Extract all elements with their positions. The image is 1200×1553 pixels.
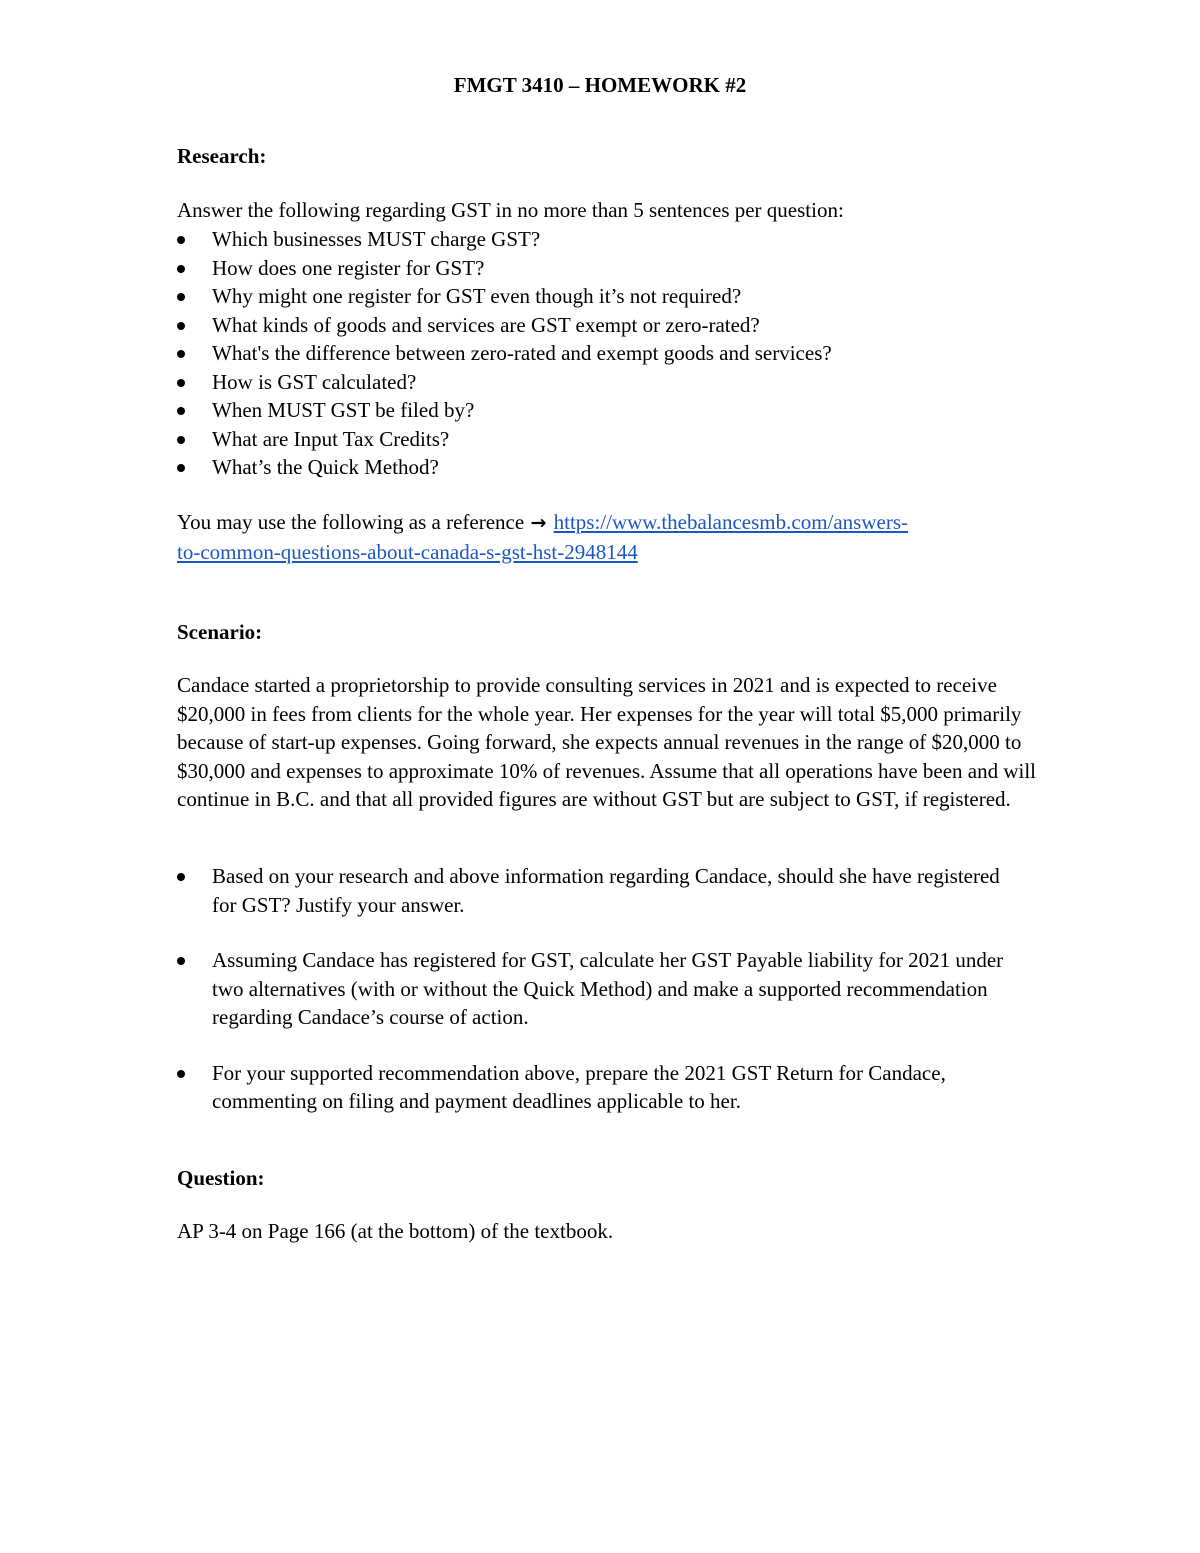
bullet-icon (177, 265, 185, 273)
research-question-item: Why might one register for GST even though it’s not required? (177, 282, 1037, 311)
scenario-task-item: Assuming Candace has registered for GST, calculate her GST Payable liability for 2021 under two alternatives (with or without the Quick Method) and make a supported recommendation regarding Candace’s course of action. (177, 946, 1007, 1032)
scenario-tasks-list (177, 862, 1007, 1143)
reference-link[interactable]: https://www.thebalancesmb.com/answers- to-common-questions-about-canada-s-gst-hst-2948144 (177, 510, 908, 564)
bullet-icon (177, 322, 185, 330)
reference-prefix: You may use the following as a reference (177, 510, 525, 534)
bullet-icon (177, 350, 185, 358)
research-question-item: What are Input Tax Credits? (177, 425, 1037, 454)
bullet-icon (177, 407, 185, 415)
scenario-task-item: For your supported recommendation above, prepare the 2021 GST Return for Candace, commenting on filing and payment deadlines applicable to her. (177, 1059, 1007, 1116)
bullet-icon (177, 436, 185, 444)
research-heading: Research: (177, 144, 267, 168)
document-title: FMGT 3410 – HOMEWORK #2 (453, 73, 747, 97)
question-text: AP 3-4 on Page 166 (at the bottom) of the textbook. (177, 1219, 614, 1243)
scenario-paragraph: Candace started a proprietorship to provide consulting services in 2021 and is expected to receive $20,000 in fees from clients for the whole year. Her expenses for the year will total $5,000 primarily because of start-up expenses. Going forward, she expects annual revenues in the range of $20,000 to $30,000 and expenses to approximate 10% of revenues. Assume that all operations have been and will continue in B.C. and that all provided figures are without GST but are subject to GST, if registered. (177, 673, 1037, 811)
question-heading: Question: (177, 1166, 265, 1190)
bullet-icon (177, 1070, 185, 1078)
research-questions-list (177, 225, 1037, 482)
research-question-item: How does one register for GST? (177, 254, 1037, 283)
bullet-icon (177, 873, 185, 881)
scenario-heading: Scenario: (177, 620, 263, 644)
bullet-icon (177, 957, 185, 965)
research-question-item: What kinds of goods and services are GST exempt or zero-rated? (177, 311, 1037, 340)
reference-paragraph (177, 508, 1037, 566)
research-question-item: Which businesses MUST charge GST? (177, 225, 1037, 254)
right-arrow-icon: → (530, 512, 547, 534)
bullet-icon (177, 379, 185, 387)
bullet-icon (177, 236, 185, 244)
research-question-item: What's the difference between zero-rated and exempt goods and services? (177, 339, 1037, 368)
scenario-task-item: Based on your research and above information regarding Candace, should she have registered for GST? Justify your answer. (177, 862, 1007, 919)
research-question-item: What’s the Quick Method? (177, 453, 1037, 482)
bullet-icon (177, 464, 185, 472)
research-intro: Answer the following regarding GST in no more than 5 sentences per question: (177, 198, 844, 222)
bullet-icon (177, 293, 185, 301)
research-question-item: When MUST GST be filed by? (177, 396, 1037, 425)
research-question-item: How is GST calculated? (177, 368, 1037, 397)
